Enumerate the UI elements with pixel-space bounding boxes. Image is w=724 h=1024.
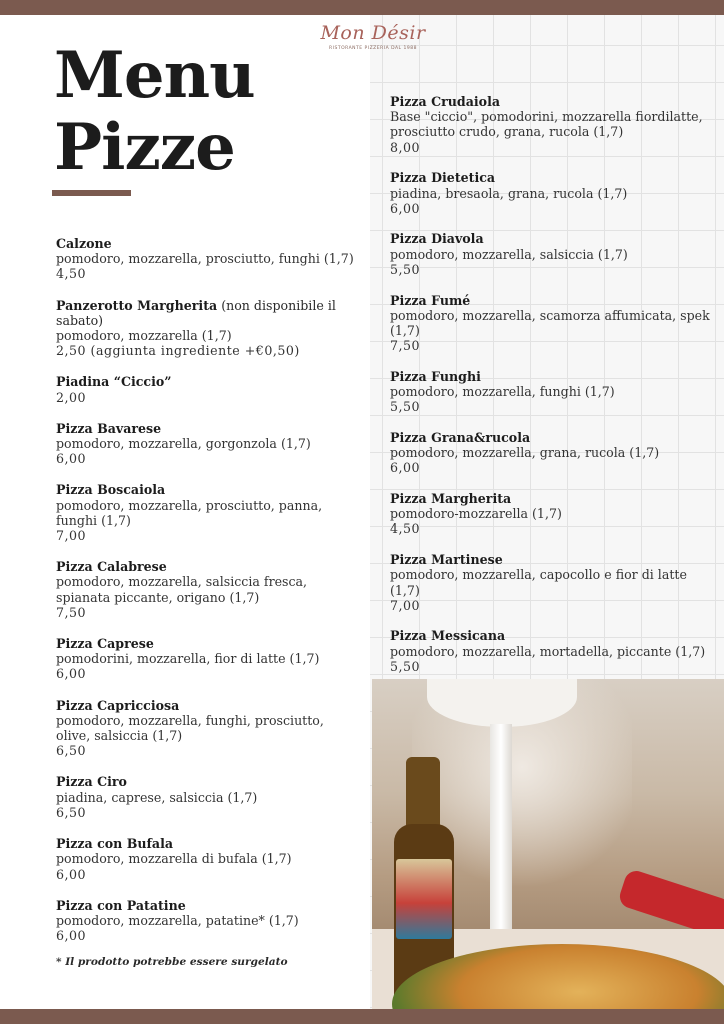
item-description: pomodoro, mozzarella (1,7) — [56, 328, 232, 344]
menu-item — [56, 482, 356, 543]
menu-item — [390, 170, 720, 216]
item-description: piadina, bresaola, grana, rucola (1,7) — [390, 185, 628, 201]
title-underline — [52, 190, 131, 196]
menu-item — [390, 94, 720, 155]
item-name: Pizza Fumé — [390, 292, 471, 308]
item-name: Pizza Messicana — [390, 628, 506, 644]
menu-item — [56, 421, 356, 467]
item-note: (non disponibile il sabato) — [56, 297, 336, 328]
title-line-1: Menu — [54, 38, 255, 113]
menu-item — [390, 552, 720, 613]
item-name: Pizza Grana&rucola — [390, 429, 531, 445]
menu-item — [390, 628, 720, 674]
item-name: Pizza con Patatine — [56, 897, 186, 913]
item-name: Pizza Bavarese — [56, 420, 162, 436]
item-price: 4,50 — [390, 521, 421, 537]
menu-item — [390, 430, 720, 476]
item-price: 7,50 — [390, 338, 421, 354]
item-name: Pizza Caprese — [56, 636, 154, 652]
item-price: 8,00 — [390, 139, 421, 155]
item-description: pomodoro, mozzarella, capocollo e fior di latte (1,7) — [390, 567, 687, 598]
item-description: pomodoro, mozzarella, funghi (1,7) — [390, 384, 615, 400]
logo-tagline: RISTORANTE PIZZERIA DAL 1988 — [329, 46, 417, 51]
item-price: 5,50 — [390, 658, 421, 674]
item-name: Piadina “Ciccio” — [56, 374, 172, 390]
item-price: 6,50 — [56, 804, 87, 820]
page-title — [54, 40, 255, 184]
photo-bottle-neck — [406, 757, 440, 827]
item-description: piadina, caprese, salsiccia (1,7) — [56, 789, 258, 805]
item-name: Pizza Boscaiola — [56, 482, 166, 498]
item-name: Pizza Martinese — [390, 552, 503, 568]
item-price: 6,00 — [56, 451, 87, 467]
menu-item — [390, 231, 720, 277]
menu-column-left — [56, 236, 356, 968]
item-name: Panzerotto Margherita — [56, 297, 218, 313]
top-bar — [0, 0, 724, 15]
menu-item — [56, 698, 356, 759]
item-price: 6,00 — [390, 460, 421, 476]
item-description: Base "ciccio", pomodorini, mozzarella fiordilatte, prosciutto crudo, grana, rucola (1,7) — [390, 109, 703, 140]
item-description: pomodoro, mozzarella, mortadella, piccante (1,7) — [390, 643, 706, 659]
item-description: pomodorini, mozzarella, fior di latte (1,7) — [56, 651, 320, 667]
item-price: 5,50 — [390, 399, 421, 415]
menu-column-right — [390, 94, 720, 690]
item-description: pomodoro, mozzarella, grana, rucola (1,7) — [390, 445, 660, 461]
restaurant-photo — [372, 679, 724, 1009]
photo-lamp-stem — [490, 724, 512, 939]
item-name: Pizza con Bufala — [56, 836, 174, 852]
item-description: pomodoro, mozzarella di bufala (1,7) — [56, 851, 292, 867]
item-price: 7,50 — [56, 604, 87, 620]
item-name: Pizza Dietetica — [390, 170, 496, 186]
item-name: Pizza Capricciosa — [56, 697, 180, 713]
item-description: pomodoro, mozzarella, salsiccia (1,7) — [390, 246, 628, 262]
item-description: pomodoro, mozzarella, gorgonzola (1,7) — [56, 436, 311, 452]
item-description: pomodoro, mozzarella, salsiccia fresca, spianata piccante, origano (1,7) — [56, 574, 308, 605]
item-price: 7,00 — [390, 597, 421, 613]
menu-item — [390, 293, 720, 354]
footnote: * Il prodotto potrebbe essere surgelato — [56, 956, 288, 969]
menu-item — [56, 374, 356, 404]
item-name: Pizza Crudaiola — [390, 94, 501, 109]
menu-item — [56, 836, 356, 882]
menu-item — [56, 236, 356, 282]
photo-napkin — [617, 868, 724, 938]
item-description: pomodoro, mozzarella, funghi, prosciutto, olive, salsiccia (1,7) — [56, 712, 324, 744]
logo-script: Mon Désir — [320, 22, 426, 44]
item-price: 6,00 — [56, 866, 87, 882]
menu-item — [56, 298, 356, 359]
menu-item — [56, 898, 356, 944]
item-name: Pizza Ciro — [56, 774, 127, 790]
item-price: 4,50 — [56, 266, 87, 282]
item-price: 6,00 — [390, 200, 421, 216]
item-description: pomodoro, mozzarella, prosciutto, funghi (1,7) — [56, 251, 354, 267]
item-description: pomodoro, mozzarella, prosciutto, panna, funghi (1,7) — [56, 497, 323, 528]
item-description: pomodoro-mozzarella (1,7) — [390, 506, 562, 522]
menu-item — [390, 369, 720, 415]
item-name: Pizza Diavola — [390, 231, 484, 247]
photo-bottle-label — [396, 859, 452, 939]
brand-logo — [318, 22, 428, 72]
menu-item — [56, 774, 356, 820]
menu-item — [56, 636, 356, 682]
bottom-bar — [0, 1009, 724, 1024]
item-description: pomodoro, mozzarella, patatine* (1,7) — [56, 912, 299, 928]
menu-item — [390, 491, 720, 537]
item-price: 6,00 — [56, 928, 87, 944]
item-price: 6,50 — [56, 743, 87, 759]
title-line-2: Pizze — [54, 110, 235, 185]
item-price: 7,00 — [56, 528, 87, 544]
item-name: Pizza Calabrese — [56, 559, 167, 575]
menu-item — [56, 559, 356, 620]
item-name: Pizza Funghi — [390, 368, 481, 384]
item-price: 5,50 — [390, 261, 421, 277]
item-price: 6,00 — [56, 666, 87, 682]
item-description: pomodoro, mozzarella, scamorza affumicata, spek (1,7) — [390, 307, 710, 338]
item-name: Calzone — [56, 236, 112, 251]
item-name: Pizza Margherita — [390, 491, 512, 507]
item-price: 2,50 (aggiunta ingrediente +€0,50) — [56, 343, 300, 359]
item-price: 2,00 — [56, 389, 87, 405]
